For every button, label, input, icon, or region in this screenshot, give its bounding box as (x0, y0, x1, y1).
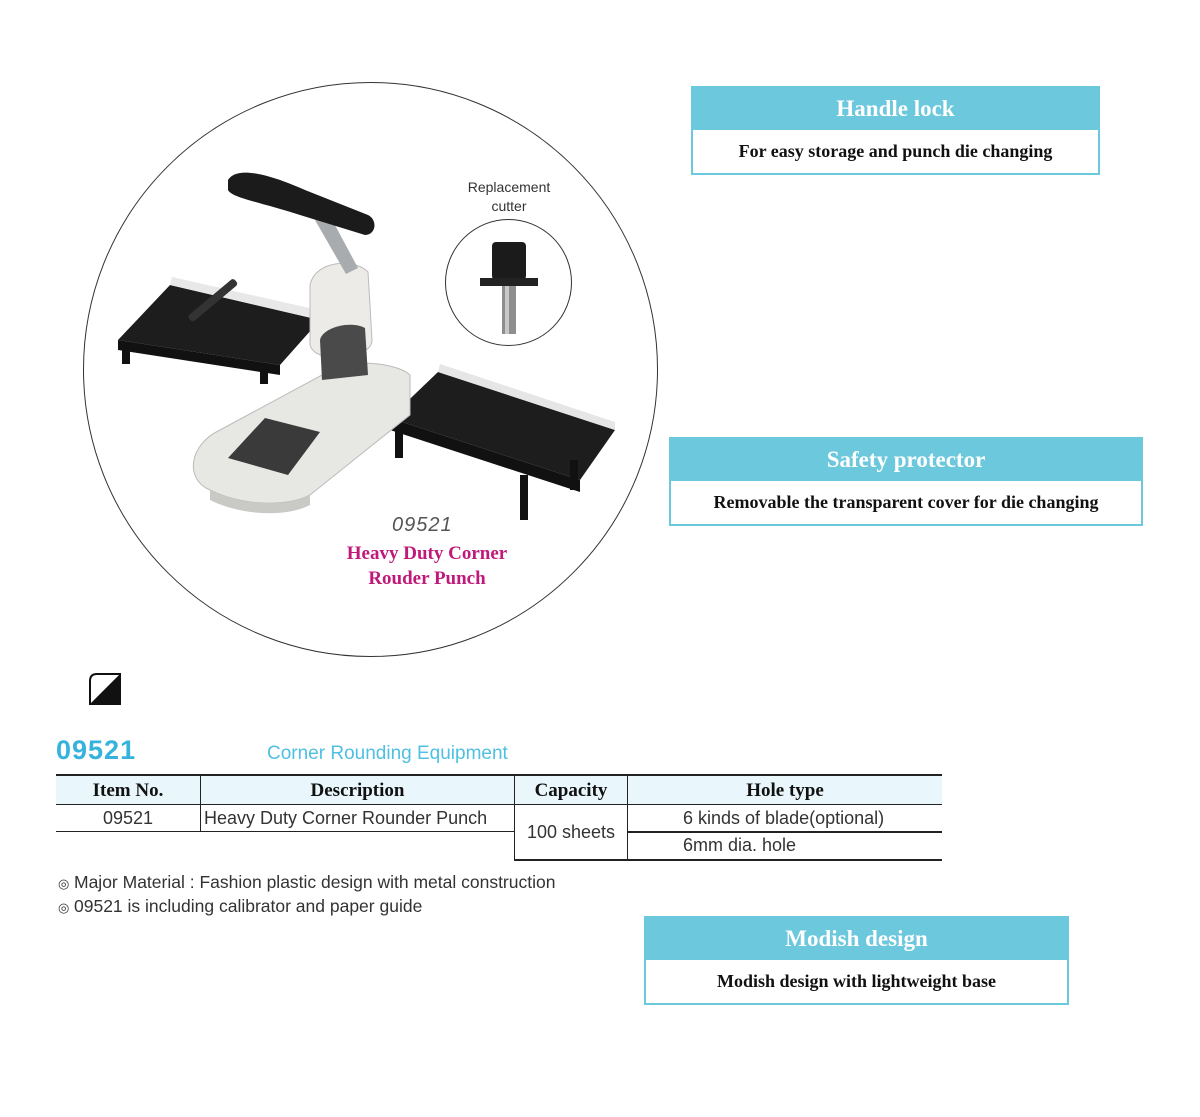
note-text: 09521 is including calibrator and paper guide (74, 896, 423, 916)
feature-title: Safety protector (671, 439, 1141, 481)
spec-table (56, 774, 942, 861)
feature-description: For easy storage and punch die changing (738, 141, 1053, 161)
feature-description: Removable the transparent cover for die changing (713, 492, 1099, 512)
feature-modish-design (644, 916, 1069, 1005)
note-material (58, 872, 555, 893)
table-rule-top (56, 774, 942, 776)
note-included (58, 896, 422, 917)
cell-hole-type-1: 6 kinds of blade(optional) (683, 808, 885, 828)
bullet-icon: ◎ (58, 900, 70, 915)
replacement-cutter-image (470, 230, 550, 340)
cell-hole-type-2: 6mm dia. hole (683, 835, 797, 855)
corner-punch-image (110, 160, 630, 540)
feature-title: Handle lock (693, 88, 1098, 130)
feature-handle-lock (691, 86, 1100, 175)
table-rule-row (56, 831, 514, 832)
header-hole-type: Hole type (628, 776, 942, 804)
header-description: Description (201, 776, 514, 804)
cutter-label: Replacement cutter (467, 179, 551, 214)
table-rule-bottom (515, 859, 942, 861)
feature-description: Modish design with lightweight base (716, 971, 997, 991)
table-rule-col2 (514, 774, 515, 861)
model-code: 09521 (392, 514, 453, 536)
header-item-no: Item No. (56, 776, 200, 804)
feature-safety-protector (669, 437, 1143, 526)
table-rule-header (56, 804, 942, 805)
table-rule-col3 (627, 774, 628, 861)
note-text: Major Material : Fashion plastic design with metal construction (74, 872, 556, 892)
table-rule-hole (628, 831, 942, 833)
section-code: 09521 (56, 735, 137, 765)
cell-description: Heavy Duty Corner Rounder Punch (204, 808, 488, 828)
feature-title: Modish design (646, 918, 1067, 960)
model-name: Heavy Duty Corner Rouder Punch (346, 543, 508, 589)
section-name: Corner Rounding Equipment (267, 743, 508, 764)
cell-item-no: 09521 (102, 808, 154, 828)
rounded-corner-icon (88, 672, 122, 706)
table-rule-col1 (200, 774, 201, 832)
cell-capacity: 100 sheets (526, 822, 616, 842)
header-capacity: Capacity (515, 776, 627, 804)
bullet-icon: ◎ (58, 876, 70, 891)
